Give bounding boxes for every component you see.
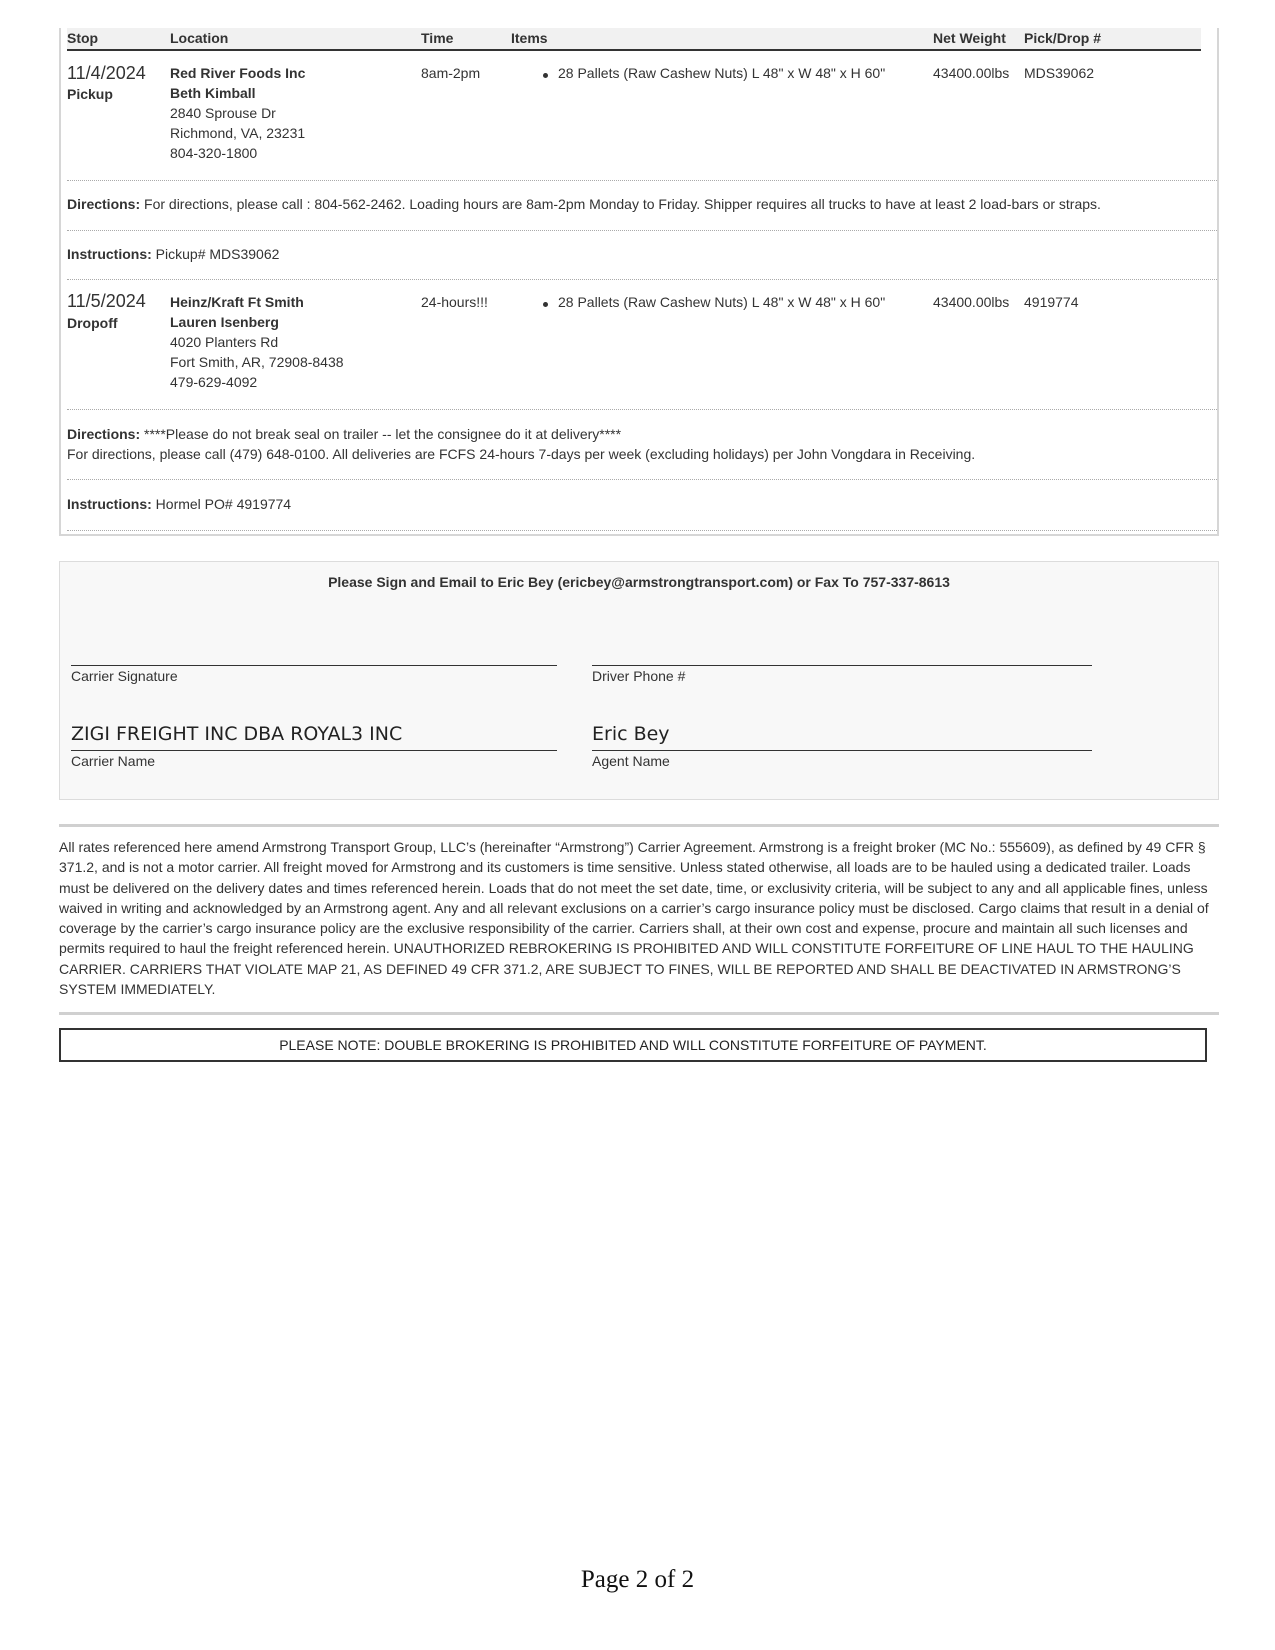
divider: [67, 530, 1217, 531]
table-header: [67, 28, 1201, 51]
directions-text: ****Please do not break seal on trailer -- let the consignee do it at delivery****: [144, 426, 622, 442]
instructions-label: Instructions:: [67, 496, 152, 512]
agent-name-value: Eric Bey: [592, 723, 670, 745]
header-stop: Stop: [67, 30, 99, 46]
signature-title: Please Sign and Email to Eric Bey (ericbey@armstrongtransport.com) or Fax To 757-337-8613: [328, 574, 950, 590]
divider: [67, 230, 1217, 231]
stop-date: 11/5/2024: [67, 291, 146, 311]
header-items: Items: [511, 30, 548, 46]
header-net-weight: Net Weight: [933, 30, 1006, 46]
directions-text: For directions, please call : 804-562-2462. Loading hours are 8am-2pm Monday to Friday. Shipper requires all trucks to have at least 2 load-bars or straps.: [144, 196, 1101, 212]
bullet-icon: [543, 302, 548, 307]
divider: [59, 824, 1219, 827]
divider: [67, 180, 1217, 181]
instructions-text: Pickup# MDS39062: [155, 246, 280, 262]
carrier-name-label: Carrier Name: [71, 753, 156, 769]
stop-directions: [67, 194, 1101, 214]
carrier-name-line: [71, 750, 557, 751]
terms-text: All rates referenced here amend Armstrong Transport Group, LLC’s (hereinafter “Armstrong”) Carrier Agreement. Armstrong is a freight broker (MC No.: 555609), as defined by 49 CFR § 371.2, and is not a motor carrier. All freight moved for Armstrong and its customers is time sensitive. Unless stated otherwise, all loads are to be hauled using a dedicated trailer. Loads must be delivered on the delivery dates and times referenced herein. Loads that do not meet the set date, time, or exclusivity criteria, will be subject to any and all applicable fines, unless waived in writing and acknowledged by an Armstrong agent. Any and all relevant exclusions on a carrier’s cargo insurance policy must be disclosed. Cargo claims that result in a denial of coverage by the carrier’s cargo insurance policy are the exclusive responsibility of the carrier. Carriers shall, at their own cost and expense, procure and maintain all such licenses and permits required to haul the freight referenced herein. UNAUTHORIZED REBROKERING IS PROHIBITED AND WILL CONSTITUTE FORFEITURE OF LINE HAUL TO THE HAULING CARRIER. CARRIERS THAT VIOLATE MAP 21, AS DEFINED 49 CFR 371.2, ARE SUBJECT TO FINES, WILL BE REPORTED AND SHALL BE DEACTIVATED IN ARMSTRONG’S SYSTEM IMMEDIATELY.: [59, 839, 1209, 998]
driver-phone-label: Driver Phone #: [592, 668, 686, 684]
bullet-icon: [543, 73, 548, 78]
divider: [67, 479, 1217, 480]
stop-address: 4020 Planters Rd: [170, 334, 279, 350]
stops-table: [59, 28, 1219, 536]
stop-type: Dropoff: [67, 315, 118, 331]
header-location: Location: [170, 30, 229, 46]
agent-name-label: Agent Name: [592, 753, 670, 769]
directions-label: Directions:: [67, 426, 141, 442]
instructions-text: Hormel PO# 4919774: [155, 496, 292, 512]
stop-item: 28 Pallets (Raw Cashew Nuts) L 48" x W 48" x H 60": [558, 65, 886, 81]
agent-name-line: [592, 750, 1092, 751]
divider: [67, 409, 1217, 410]
stop-instructions: [67, 494, 291, 514]
stop-net-weight: 43400.00lbs: [933, 294, 1010, 310]
divider: [59, 1012, 1219, 1015]
signature-section: [59, 561, 1219, 800]
stop-directions: [67, 424, 975, 464]
stop-time: 24-hours!!!: [421, 294, 488, 310]
carrier-signature-label: Carrier Signature: [71, 668, 178, 684]
directions-text-line2: For directions, please call (479) 648-0100. All deliveries are FCFS 24-hours 7-days per week (excluding holidays) per John Vongdara in Receiving.: [67, 446, 976, 462]
stop-contact: Lauren Isenberg: [170, 314, 279, 330]
driver-phone-line[interactable]: [592, 665, 1092, 666]
stop-item: 28 Pallets (Raw Cashew Nuts) L 48" x W 48" x H 60": [558, 294, 886, 310]
stop-contact: Beth Kimball: [170, 85, 256, 101]
carrier-signature-line[interactable]: [71, 665, 557, 666]
stop-company: Heinz/Kraft Ft Smith: [170, 294, 304, 310]
stop-city: Fort Smith, AR, 72908-8438: [170, 354, 344, 370]
instructions-label: Instructions:: [67, 246, 152, 262]
header-pick-drop: Pick/Drop #: [1024, 30, 1102, 46]
stop-address: 2840 Sprouse Dr: [170, 105, 276, 121]
stop-net-weight: 43400.00lbs: [933, 65, 1010, 81]
divider: [67, 279, 1217, 280]
header-time: Time: [421, 30, 454, 46]
carrier-name-value: ZIGI FREIGHT INC DBA ROYAL3 INC: [71, 723, 403, 745]
stop-pick-drop: MDS39062: [1024, 65, 1095, 81]
stop-date: 11/4/2024: [67, 63, 146, 83]
directions-label: Directions:: [67, 196, 141, 212]
page-number: Page 2 of 2: [580, 1566, 695, 1593]
stop-time: 8am-2pm: [421, 65, 481, 81]
stop-instructions: [67, 244, 279, 264]
double-brokering-notice: PLEASE NOTE: DOUBLE BROKERING IS PROHIBITED AND WILL CONSTITUTE FORFEITURE OF PAYMENT.: [59, 1028, 1207, 1062]
stop-city: Richmond, VA, 23231: [170, 125, 306, 141]
stop-company: Red River Foods Inc: [170, 65, 306, 81]
stop-phone: 804-320-1800: [170, 145, 258, 161]
stop-phone: 479-629-4092: [170, 374, 258, 390]
stop-pick-drop: 4919774: [1024, 294, 1079, 310]
stop-type: Pickup: [67, 86, 113, 102]
